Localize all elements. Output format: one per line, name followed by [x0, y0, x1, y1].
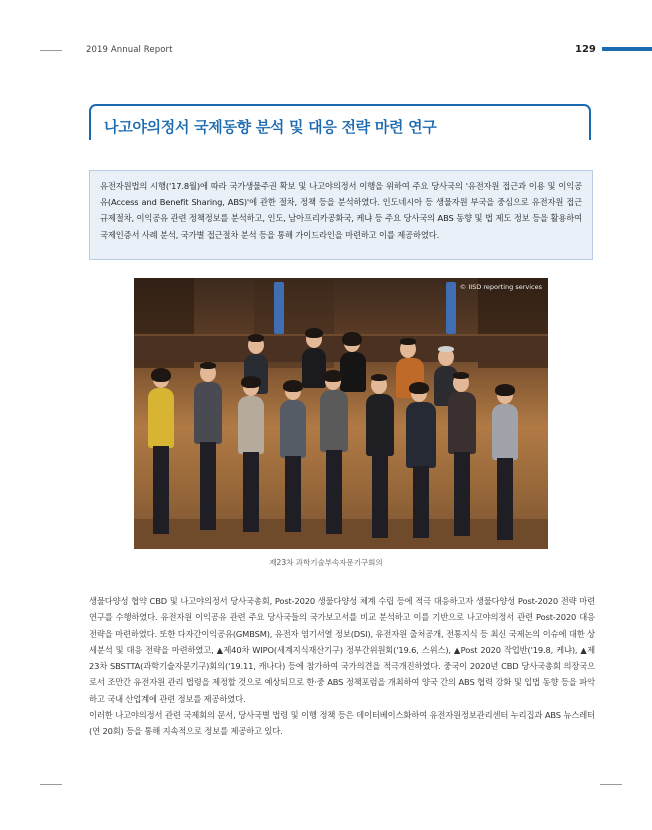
- footer-rule-left: [40, 784, 62, 785]
- section-title: 나고야의정서 국제동향 분석 및 대응 전략 마련 연구: [104, 118, 437, 136]
- summary-box: [89, 170, 593, 260]
- group-photo: [134, 278, 548, 549]
- summary-text: 유전자원법의 시행('17.8월)에 따라 국가생물주권 확보 및 나고야의정서 이행을 위하여 주요 당사국의 '유전자원 접근과 이용 및 이익공유(Access and Benefit Sharing, ABS)'에 관한 절차, 정책 등을 분석하였다. 인도네시아 등 생물자원 부국을 중심으로 유전자원 접근 규제절차, 이익공유 관련 정책정보를 분석하고, 인도, 남아프리카공화국, 케냐 등 주요 당사국의 ABS 동향 및 법 제도 정보 등을 활용하여 국제인증서 사례 분석, 국가별 접근절차 분석 등을 통해 가이드라인을 마련하고 이를 제공하였다.: [100, 181, 582, 240]
- photo-caption: 제23차 과학기술부속자문기구회의: [269, 558, 383, 567]
- report-label: 2019 Annual Report: [86, 45, 173, 55]
- body-paragraph: 생물다양성 협약 CBD 및 나고야의정서 당사국총회, Post-2020 생물다양성 체계 수립 등에 적극 대응하고자 생물다양성 Post-2020 전략 마련 연구를 수행하였다. 유전자원 이익공유 관련 주요 당사국들의 국가보고서를 비교 분석하고 이를 기반으로 나고야의정서 관련 Post-2020 대응 전략을 마련하였다. 또한 다자간이익공유(GMBSM), 유전자 염기서열 정보(DSI), 유전자원 출처공개, 전통지식 등 최신 국제논의 이슈에 대한 상세분석 및 대응 전략을 마련하였고, ▲제40차 WIPO(세계지식재산기구) 정부간위원회('19.6, 스위스), ▲Post 2020 작업반('19.8, 케냐), ▲제23차 SBSTTA(과학기술자문기구)회의('19.11, 캐나다) 등에 참가하여 국가의견을 적극개진하였다. 중국이 2020년 CBD 당사국총회 의장국으로서 조만간 유전자원 관리 법령을 제정할 것으로 예상되므로 한·중 ABS 정책포럼을 개최하여 양국 간의 ABS 협력 강화 및 입법 동향 등을 파악하고 국내 산업계에 관련 정보를 제공하였다.: [89, 596, 595, 704]
- body-text: [89, 593, 595, 740]
- header-rule-left: [40, 50, 62, 51]
- body-paragraph: 이러한 나고야의정서 관련 국제회의 문서, 당사국별 법령 및 이행 정책 등은 데이터베이스화하여 유전자원정보관리센터 누리집과 ABS 뉴스레터(연 20회) 등을 통해 지속적으로 정보를 제공하고 있다.: [89, 710, 595, 737]
- header-accent-bar: [602, 47, 652, 51]
- page-number: 129: [575, 44, 596, 55]
- footer-rule-right: [600, 784, 622, 785]
- photo-credit: © IISD reporting services: [459, 283, 542, 291]
